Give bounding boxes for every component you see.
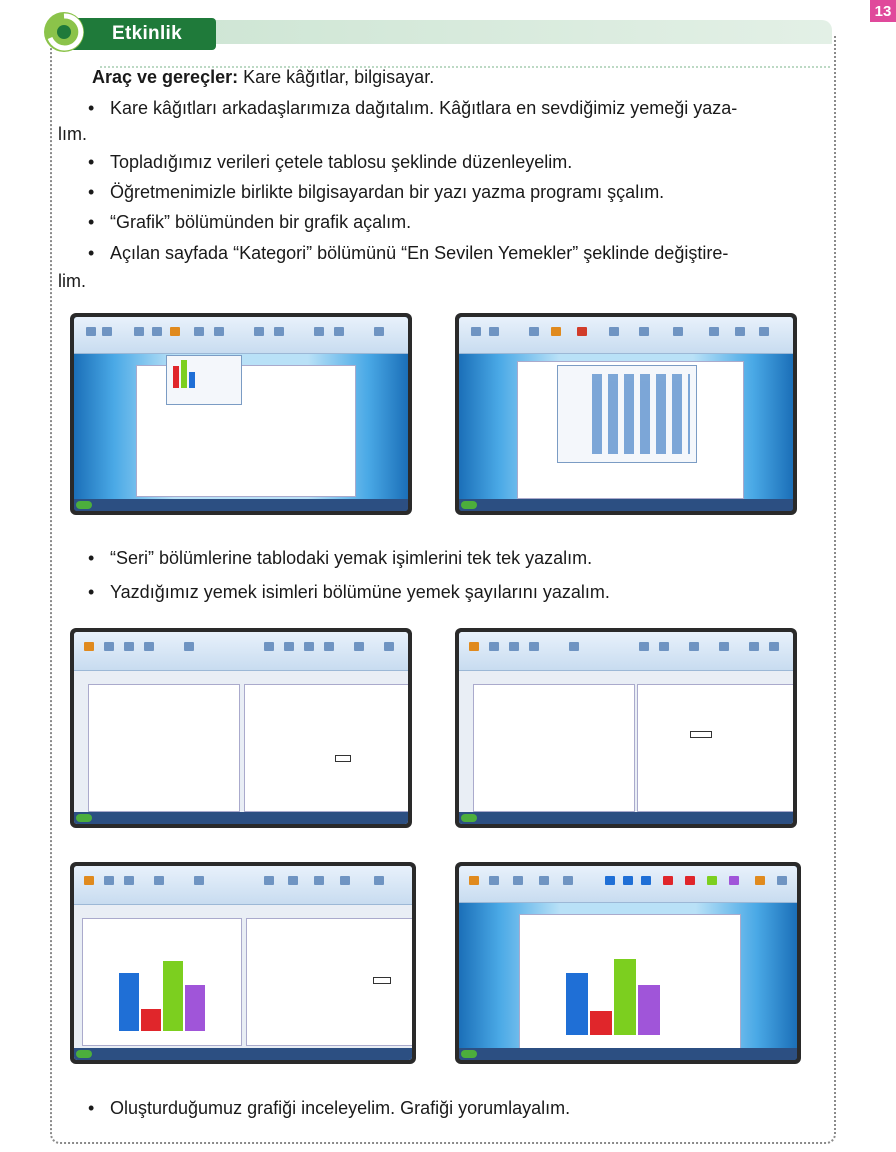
step-7-text: Yazdığımız yemek isimleri bölümüne yemek şayılarını yazalım. (110, 582, 610, 602)
screenshot-series-entry (70, 628, 412, 828)
step-1-text: Kare kâğıtları arkadaşlarımıza dağıtalım. Kâğıtlara en sevdiğimiz yemeği yaza- (110, 98, 738, 118)
step-8-text: Oluşturduğumuz grafiği inceleyelim. Grafiği yorumlayalım. (110, 1098, 571, 1118)
taskbar (74, 812, 408, 824)
bullet: • (88, 243, 95, 263)
chart-bar-purple (185, 985, 205, 1031)
chart-bar-blue (119, 973, 139, 1031)
activity-icon (42, 10, 86, 54)
materials-text: Kare kâğıtlar, bilgisayar. (238, 67, 435, 87)
taskbar (459, 1048, 797, 1060)
document-page (473, 684, 635, 812)
chart-bar-red (590, 1011, 612, 1035)
ribbon-toolbar (459, 317, 793, 354)
bullet: • (88, 98, 95, 118)
screenshot-values-entry (455, 628, 797, 828)
activity-title: Etkinlik (112, 23, 182, 44)
taskbar (74, 499, 408, 511)
ribbon-toolbar (459, 632, 793, 671)
ribbon-toolbar (74, 317, 408, 354)
chart-bar-red (141, 1009, 161, 1031)
chart-document (519, 914, 741, 1054)
bar-chart-preview (119, 947, 229, 1031)
chart-document (82, 918, 242, 1046)
screenshot-chart-gallery (455, 313, 797, 515)
materials-line (92, 66, 862, 88)
materials-label: Araç ve gereçler: (92, 67, 239, 87)
spreadsheet-window (244, 684, 408, 812)
chart-dropdown (166, 355, 242, 405)
spreadsheet-window (637, 684, 793, 812)
bullet: • (88, 582, 95, 602)
step-5-continued: lim. (58, 271, 86, 291)
taskbar (74, 1048, 412, 1060)
chart-bar-green (614, 959, 636, 1035)
step-6-text: “Seri” bölümlerine tablodaki yemak işimlerini tek tek yazalım. (110, 548, 593, 568)
bullet: • (88, 212, 95, 232)
chart-bar-blue (566, 973, 588, 1035)
bullet: • (88, 1098, 95, 1118)
chart-bar-green (163, 961, 183, 1031)
screenshot-chart-with-data (70, 862, 416, 1064)
page-number: 13 (870, 0, 896, 22)
step-3-text: Öğretmenimizle birlikte bilgisayardan bir yazı yazma programı şçalım. (110, 182, 665, 202)
bullet: • (88, 182, 95, 202)
bar-chart-preview (566, 945, 676, 1035)
bullet: • (88, 548, 95, 568)
ribbon-toolbar (74, 866, 412, 905)
step-4-text: “Grafik” bölümünden bir grafik açalım. (110, 212, 412, 232)
bullet: • (88, 152, 95, 172)
taskbar (459, 812, 793, 824)
step-2-text: Topladığımız verileri çetele tablosu şeklinde düzenleyelim. (110, 152, 573, 172)
taskbar (459, 499, 793, 511)
chart-bar-purple (638, 985, 660, 1035)
ribbon-toolbar (459, 866, 797, 903)
step-1-continued: lım. (58, 124, 87, 144)
document-page (88, 684, 240, 812)
screenshot-insert-chart (70, 313, 412, 515)
step-5-text: Açılan sayfada “Kategori” bölümünü “En Sevilen Yemekler” şeklinde değiştire- (110, 243, 729, 263)
screenshot-final-chart (455, 862, 801, 1064)
spreadsheet-window (246, 918, 412, 1046)
ribbon-toolbar (74, 632, 408, 671)
chart-type-dialog (557, 365, 697, 463)
